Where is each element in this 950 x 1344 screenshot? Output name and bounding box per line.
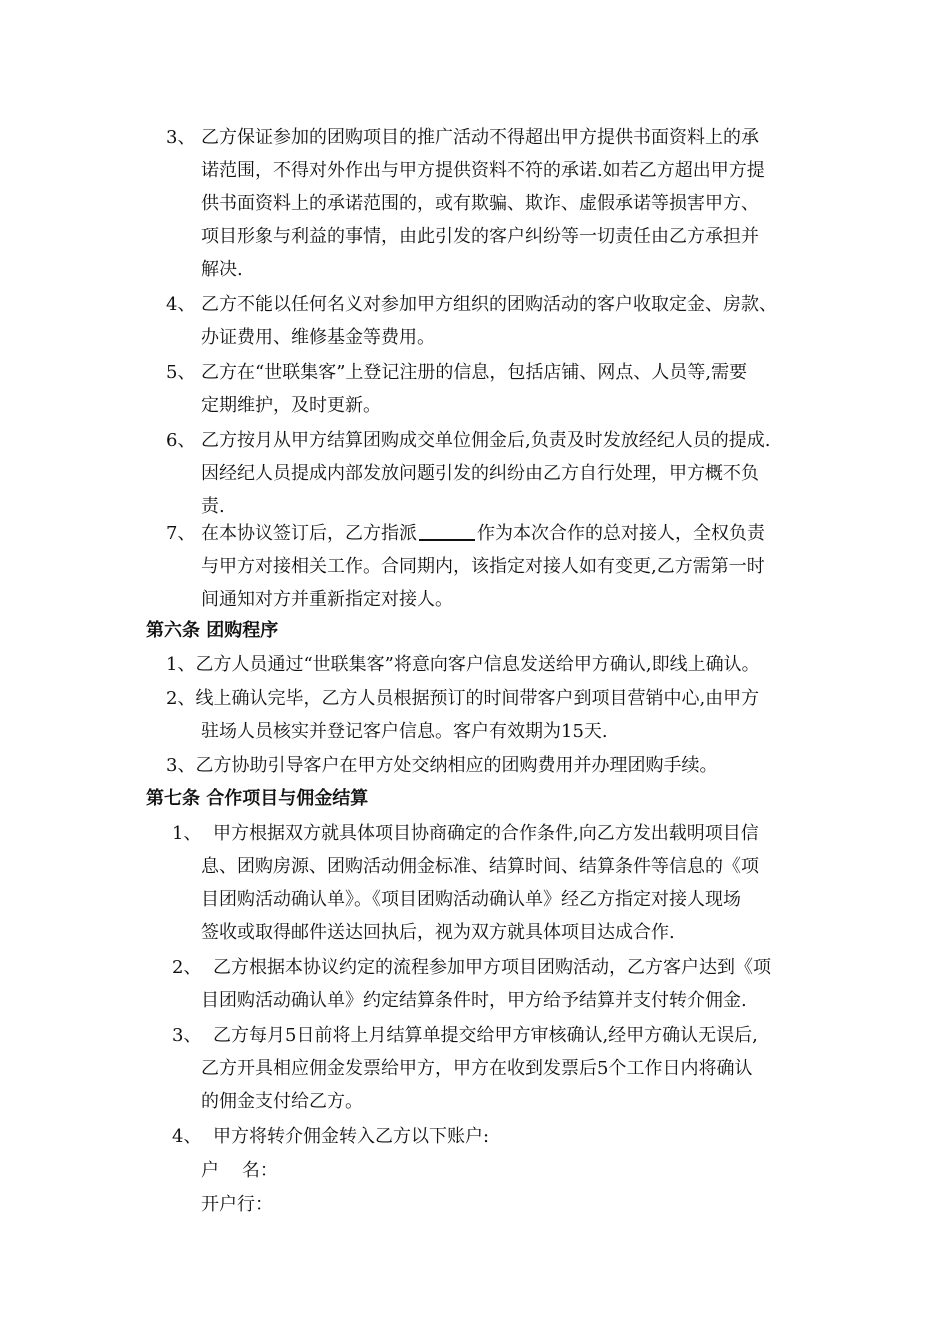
item-number: 7、: [166, 523, 196, 544]
item-line: 乙方根据本协议约定的流程参加甲方项目团购活动，乙方客户达到《项: [213, 957, 771, 978]
item-line: 项目形象与利益的事情，由此引发的客户纠纷等一切责任由乙方承担并: [201, 226, 759, 247]
item-line: 目团购活动确认单》约定结算条件时，甲方给予结算并支付转介佣金.: [201, 990, 747, 1011]
item-number: 5、: [166, 362, 196, 383]
item-number: 1、: [172, 823, 202, 844]
item-line: 目团购活动确认单》。《项目团购活动确认单》经乙方指定对接人现场: [201, 889, 741, 910]
contact-person-blank: [419, 521, 475, 541]
item-line: 1、乙方人员通过“世联集客”将意向客户信息发送给甲方确认,即线上确认。: [166, 654, 760, 675]
item-line: 乙方在“世联集客”上登记注册的信息，包括店铺、网点、人员等,需要: [201, 362, 748, 383]
account-name-label: 户 名：: [201, 1160, 278, 1181]
item-line: 定期维护，及时更新。: [201, 395, 381, 416]
item-line: 乙方保证参加的团购项目的推广活动不得超出甲方提供书面资料上的承: [201, 127, 759, 148]
item-line: 乙方每月5日前将上月结算单提交给甲方审核确认,经甲方确认无误后,: [213, 1025, 758, 1046]
item-line: 间通知对方并重新指定对接人。: [201, 589, 453, 610]
item-number: 6、: [166, 430, 196, 451]
item-line: 乙方开具相应佣金发票给甲方，甲方在收到发票后5个工作日内将确认: [201, 1058, 753, 1079]
item-line: 责.: [201, 496, 225, 517]
item-line: 诺范围，不得对外作出与甲方提供资料不符的承诺.如若乙方超出甲方提: [201, 160, 765, 181]
item-number: 4、: [166, 294, 196, 315]
section-heading-7: 第七条 合作项目与佣金结算: [146, 788, 369, 809]
item-line: 乙方按月从甲方结算团购成交单位佣金后,负责及时发放经纪人员的提成.: [201, 430, 771, 451]
item-line: 甲方根据双方就具体项目协商确定的合作条件,向乙方发出载明项目信: [213, 823, 759, 844]
item-number: 4、: [172, 1126, 202, 1147]
item-line: 办证费用、维修基金等费用。: [201, 327, 435, 348]
item-line: 与甲方对接相关工作。合同期内，该指定对接人如有变更,乙方需第一时: [201, 556, 765, 577]
item-line: 驻场人员核实并登记客户信息。客户有效期为15天.: [201, 721, 608, 742]
item-line: 息、团购房源、团购活动佣金标准、结算时间、结算条件等信息的《项: [201, 856, 759, 877]
item-text: 作为本次合作的总对接人，全权负责: [477, 523, 765, 544]
item-line: 甲方将转介佣金转入乙方以下账户:: [213, 1126, 490, 1147]
item-line: 乙方不能以任何名义对参加甲方组织的团购活动的客户收取定金、房款、: [201, 294, 777, 315]
item-line: 解决.: [201, 259, 243, 280]
item-line: 供书面资料上的承诺范围的，或有欺骗、欺诈、虚假承诺等损害甲方、: [201, 193, 759, 214]
item-number: 2、: [172, 957, 202, 978]
item-number: 3、: [166, 127, 196, 148]
item-line: 3、乙方协助引导客户在甲方处交纳相应的团购费用并办理团购手续。: [166, 755, 718, 776]
item-line: 的佣金支付给乙方。: [201, 1091, 363, 1112]
item-line: 2、线上确认完毕，乙方人员根据预订的时间带客户到项目营销中心,由甲方: [166, 688, 760, 709]
item-text: 在本协议签订后，乙方指派: [201, 523, 417, 544]
item-line: 因经纪人员提成内部发放问题引发的纠纷由乙方自行处理，甲方概不负: [201, 463, 759, 484]
item-line: 签收或取得邮件送达回执后，视为双方就具体项目达成合作.: [201, 922, 675, 943]
section-heading-6: 第六条 团购程序: [146, 620, 279, 641]
item-line-with-blank: [201, 517, 765, 550]
item-number: 3、: [172, 1025, 202, 1046]
bank-name-label: 开户行：: [201, 1194, 273, 1215]
